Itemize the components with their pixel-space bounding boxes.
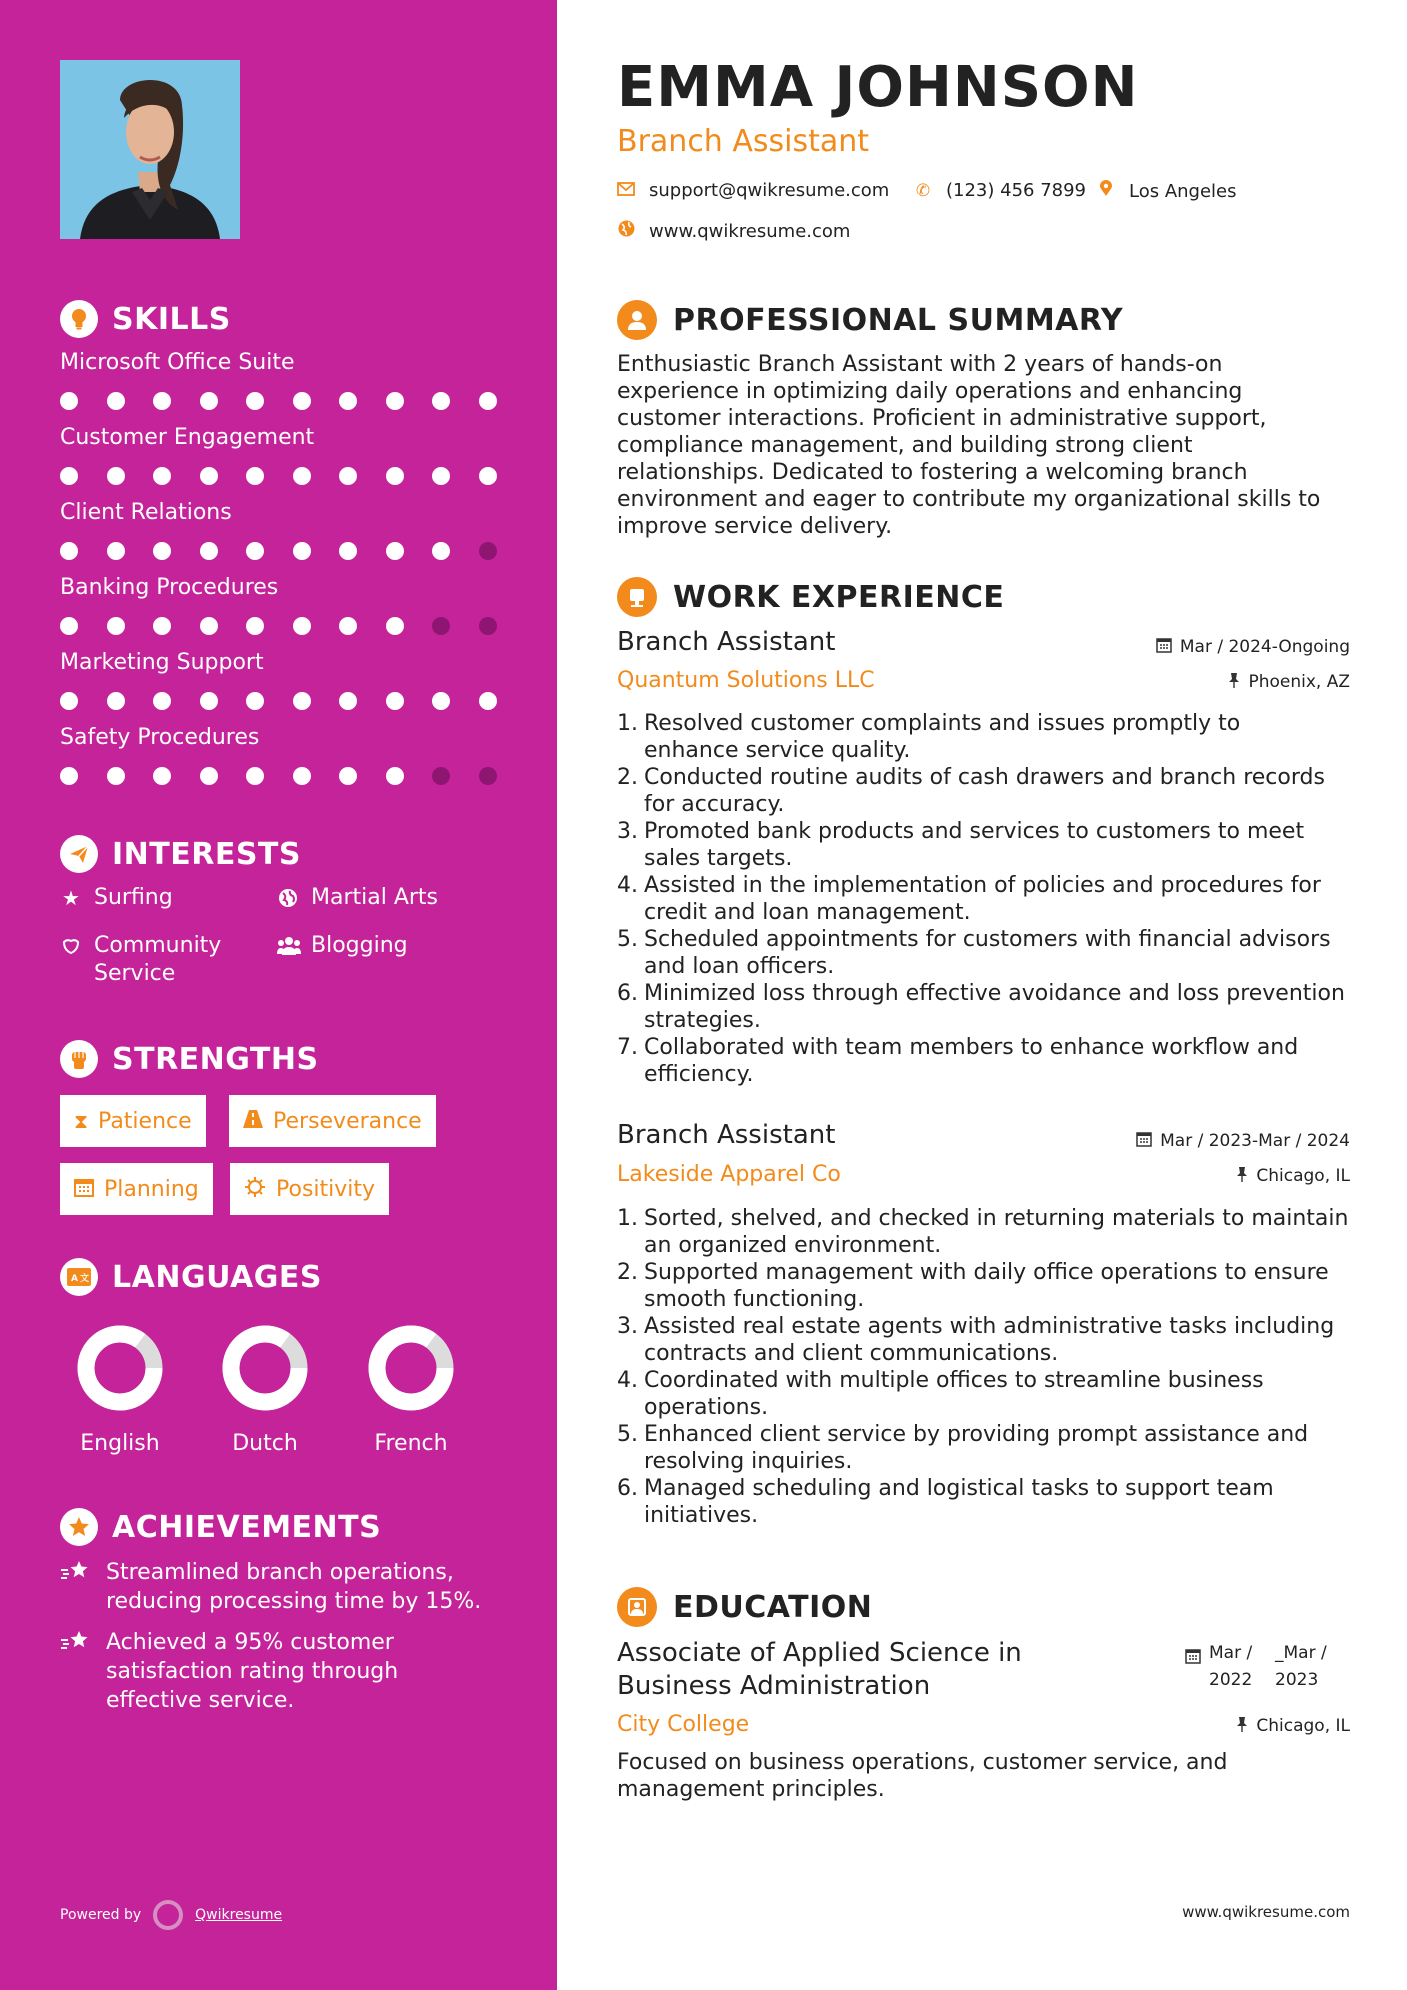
skill-dot-empty <box>479 767 497 785</box>
skill-dot-filled <box>60 617 78 635</box>
sun-icon <box>244 1176 266 1203</box>
skill-dot-filled <box>339 392 357 410</box>
experience-heading <box>617 577 1004 617</box>
skill-dot-filled <box>60 542 78 560</box>
job-bullet: 1. Sorted, shelved, and checked in returning materials to maintain an organized environment. <box>617 1206 1349 1258</box>
skill-rating <box>60 690 500 714</box>
job-bullet-text: Enhanced client service by providing prompt assistance and resolving inquiries. <box>644 1422 1309 1474</box>
achievement-item <box>60 1628 500 1715</box>
job-bullet-text: Resolved customer complaints and issues promptly to enhance service quality. <box>644 711 1241 763</box>
skill-dot-filled <box>200 692 218 710</box>
job-bullet: 3. Promoted bank products and services to customers to meet sales targets. <box>617 819 1305 871</box>
skill-dot-filled <box>386 467 404 485</box>
job-bullet: 4. Coordinated with multiple offices to streamline business operations. <box>617 1368 1264 1420</box>
skill-dot-filled <box>339 542 357 560</box>
user-icon <box>617 300 657 340</box>
language-proficiency-ring <box>368 1325 454 1411</box>
education-heading <box>617 1587 872 1627</box>
skill-dot-filled <box>60 692 78 710</box>
skill-dot-filled <box>107 542 125 560</box>
skill-dot-empty <box>479 542 497 560</box>
calendar-icon <box>1185 1646 1201 1694</box>
language-proficiency-ring <box>222 1325 308 1411</box>
education-start: Mar / 2022 <box>1209 1643 1253 1690</box>
contact-location <box>1097 180 1237 202</box>
star-badge-icon <box>60 1508 98 1546</box>
job-bullet-text: Minimized loss through effective avoidance and loss prevention strategies. <box>644 981 1345 1033</box>
languages-heading <box>60 1258 322 1296</box>
education-title: EDUCATION <box>673 1589 873 1625</box>
skill-dot-filled <box>293 767 311 785</box>
strength-label: Planning <box>104 1176 199 1202</box>
skill-name: Microsoft Office Suite <box>60 350 295 375</box>
skill-dot-filled <box>200 392 218 410</box>
calendar-icon <box>1136 1131 1152 1151</box>
skill-dot-filled <box>246 767 264 785</box>
interest-item <box>60 884 173 912</box>
skill-item <box>60 500 500 564</box>
job-bullet: 2. Conducted routine audits of cash drawers and branch records for accuracy. <box>617 765 1325 817</box>
skill-name: Customer Engagement <box>60 425 315 450</box>
skill-dot-filled <box>107 767 125 785</box>
skill-item <box>60 425 500 489</box>
job-bullets <box>617 710 1357 1088</box>
skill-dot-filled <box>293 617 311 635</box>
skill-dot-filled <box>60 392 78 410</box>
summary-title: PROFESSIONAL SUMMARY <box>673 302 1124 338</box>
skills-heading <box>60 300 231 338</box>
job-bullet-text: Managed scheduling and logistical tasks to support team initiatives. <box>644 1476 1274 1528</box>
interest-label: Surfing <box>94 885 173 910</box>
graduation-icon <box>617 1587 657 1627</box>
road-icon <box>243 1109 263 1133</box>
skill-rating <box>60 465 500 489</box>
job-bullet-text: Conducted routine audits of cash drawers and branch records for accuracy. <box>644 765 1325 817</box>
skill-dot-filled <box>246 392 264 410</box>
skill-dot-filled <box>293 692 311 710</box>
skill-dot-filled <box>339 467 357 485</box>
calendar-icon <box>74 1177 94 1202</box>
job-bullet-text: Assisted real estate agents with administrative tasks including contracts and client communications. <box>644 1314 1335 1366</box>
translate-icon <box>60 1258 98 1296</box>
location-text: Los Angeles <box>1129 180 1237 202</box>
summary-heading <box>617 300 1123 340</box>
svg-text:A: A <box>71 1274 78 1284</box>
skill-dot-filled <box>339 767 357 785</box>
strength-label: Patience <box>98 1108 192 1134</box>
qwikresume-link[interactable]: Qwikresume <box>195 1907 283 1923</box>
email-text[interactable]: support@qwikresume.com <box>649 180 890 201</box>
skill-item <box>60 650 500 714</box>
strength-chip <box>230 1163 389 1215</box>
skill-item <box>60 350 500 414</box>
skill-dot-filled <box>200 542 218 560</box>
skill-dot-filled <box>107 692 125 710</box>
language-item <box>50 1325 190 1456</box>
strength-label: Perseverance <box>273 1108 422 1134</box>
education-location-text: Chicago, IL <box>1256 1716 1350 1736</box>
phone-icon: ✆ <box>915 180 931 201</box>
skill-dot-filled <box>60 467 78 485</box>
education-description: Focused on business operations, customer service, and management principles. <box>617 1750 1228 1802</box>
job-bullet: 6. Managed scheduling and logistical tasks to support team initiatives. <box>617 1476 1274 1528</box>
language-name: French <box>374 1431 448 1456</box>
education-end: _Mar / 2023 <box>1275 1643 1327 1690</box>
strengths-heading <box>60 1040 319 1078</box>
job-bullet-text: Assisted in the implementation of policies and procedures for credit and loan management. <box>644 873 1321 925</box>
job-dates-text: Mar / 2023-Mar / 2024 <box>1160 1131 1350 1151</box>
skill-dot-filled <box>339 617 357 635</box>
skill-name: Marketing Support <box>60 650 264 675</box>
school-name: City College <box>617 1712 750 1737</box>
skill-dot-filled <box>386 542 404 560</box>
skill-item <box>60 575 500 639</box>
users-icon <box>277 932 299 963</box>
job-dates-text: Mar / 2024-Ongoing <box>1179 637 1350 657</box>
profile-photo <box>60 60 240 239</box>
skill-dot-filled <box>153 542 171 560</box>
job-company: Quantum Solutions LLC <box>617 668 875 693</box>
skill-dot-filled <box>107 392 125 410</box>
job-bullet: 6. Minimized loss through effective avoidance and loss prevention strategies. <box>617 981 1345 1033</box>
shooting-star-icon <box>60 1558 92 1616</box>
job-company: Lakeside Apparel Co <box>617 1162 841 1187</box>
skill-dot-filled <box>479 692 497 710</box>
candidate-name: EMMA JOHNSON <box>617 55 1139 120</box>
skill-rating <box>60 540 500 564</box>
job-location-text: Chicago, IL <box>1256 1166 1350 1186</box>
job-location <box>1236 1166 1350 1186</box>
education-location <box>1236 1716 1350 1736</box>
job-bullet-text: Collaborated with team members to enhance workflow and efficiency. <box>644 1035 1299 1087</box>
fist-icon <box>60 1040 98 1078</box>
pushpin-icon <box>1228 672 1240 692</box>
skill-dot-filled <box>246 467 264 485</box>
job-location-text: Phoenix, AZ <box>1248 672 1350 692</box>
job-location <box>1228 672 1350 692</box>
job-bullet: 2. Supported management with daily office operations to ensure smooth functioning. <box>617 1260 1329 1312</box>
skill-dot-filled <box>479 467 497 485</box>
skill-dot-empty <box>432 617 450 635</box>
language-name: English <box>80 1431 160 1456</box>
interest-label: Martial Arts <box>311 885 439 910</box>
skill-dot-filled <box>153 767 171 785</box>
skill-item <box>60 725 500 789</box>
achievement-text: Achieved a 95% customer satisfaction rating through effective service. <box>106 1630 399 1713</box>
job-bullet: 1. Resolved customer complaints and issues promptly to enhance service quality. <box>617 711 1241 763</box>
skill-rating <box>60 765 500 789</box>
job-dates <box>1136 1131 1350 1151</box>
job-bullet-text: Promoted bank products and services to customers to meet sales targets. <box>644 819 1305 871</box>
strength-chip <box>60 1163 213 1215</box>
map-pin-icon <box>1097 180 1115 202</box>
interests-title: INTERESTS <box>112 836 301 872</box>
skill-dot-filled <box>246 692 264 710</box>
shooting-star-icon <box>60 1628 92 1715</box>
job-title: Branch Assistant <box>617 1120 836 1150</box>
language-item <box>341 1325 481 1456</box>
skill-dot-filled <box>200 467 218 485</box>
globe-icon <box>277 884 299 915</box>
skill-name: Client Relations <box>60 500 232 525</box>
skill-dot-filled <box>386 617 404 635</box>
languages-title: LANGUAGES <box>112 1259 322 1295</box>
job-bullet-text: Supported management with daily office operations to ensure smooth functioning. <box>644 1260 1329 1312</box>
svg-text:文: 文 <box>80 1274 90 1284</box>
strengths-title: STRENGTHS <box>112 1041 319 1077</box>
job-bullet-text: Scheduled appointments for customers with financial advisors and loan officers. <box>644 927 1331 979</box>
footer-url[interactable]: www.qwikresume.com <box>1182 1903 1350 1921</box>
website-text[interactable]: www.qwikresume.com <box>649 220 851 242</box>
skill-dot-filled <box>293 392 311 410</box>
job-bullet: 5. Enhanced client service by providing prompt assistance and resolving inquiries. <box>617 1422 1309 1474</box>
degree-title: Associate of Applied Science in Business Administration <box>617 1638 1022 1701</box>
skill-dot-filled <box>432 692 450 710</box>
experience-title: WORK EXPERIENCE <box>673 579 1005 615</box>
education-dates <box>1185 1640 1327 1694</box>
pushpin-icon <box>1236 1716 1248 1736</box>
skill-dot-filled <box>153 392 171 410</box>
achievement-item <box>60 1558 500 1616</box>
skill-dot-empty <box>432 767 450 785</box>
lightbulb-icon <box>60 300 98 338</box>
skill-rating <box>60 390 500 414</box>
skill-dot-filled <box>339 692 357 710</box>
skill-dot-filled <box>386 392 404 410</box>
skill-dot-filled <box>60 767 78 785</box>
skill-rating <box>60 615 500 639</box>
briefcase-icon <box>617 577 657 617</box>
language-proficiency-ring <box>77 1325 163 1411</box>
achievements-title: ACHIEVEMENTS <box>112 1509 382 1545</box>
contact-email <box>617 180 889 201</box>
skill-dot-filled <box>293 542 311 560</box>
skill-dot-filled <box>386 767 404 785</box>
skill-dot-empty <box>479 617 497 635</box>
skill-dot-filled <box>200 617 218 635</box>
skill-dot-filled <box>432 392 450 410</box>
skill-dot-filled <box>246 617 264 635</box>
hourglass-icon: ⧗ <box>74 1109 89 1133</box>
job-bullet: 5. Scheduled appointments for customers with financial advisors and loan officers. <box>617 927 1331 979</box>
envelope-icon <box>617 181 635 201</box>
job-title: Branch Assistant <box>617 627 836 657</box>
achievement-text: Streamlined branch operations, reducing processing time by 15%. <box>106 1560 482 1614</box>
skill-dot-filled <box>153 467 171 485</box>
interest-item <box>60 932 221 988</box>
job-bullet-text: Sorted, shelved, and checked in returning materials to maintain an organized environment. <box>644 1206 1349 1258</box>
star-icon: ★ <box>62 886 80 910</box>
paper-plane-icon <box>60 835 98 873</box>
job-bullet-text: Coordinated with multiple offices to streamline business operations. <box>644 1368 1264 1420</box>
job-bullets <box>617 1205 1357 1529</box>
phone-text[interactable]: (123) 456 7899 <box>946 180 1087 201</box>
contact-website <box>617 220 850 242</box>
candidate-role: Branch Assistant <box>617 124 870 159</box>
summary-text: Enthusiastic Branch Assistant with 2 years of hands-on experience in optimizing daily operations and enhancing customer interactions. Proficient in administrative support, compliance management, and building strong client relationships. Dedicated to fostering a welcoming branch environment and eager to contribute my organizational skills to improve service delivery. <box>617 352 1321 539</box>
skill-dot-filled <box>293 467 311 485</box>
skill-dot-filled <box>200 767 218 785</box>
skill-dot-filled <box>386 692 404 710</box>
language-item <box>195 1325 335 1456</box>
achievements-heading <box>60 1508 381 1546</box>
strength-chip <box>229 1095 436 1147</box>
pushpin-icon <box>1236 1166 1248 1186</box>
job-bullet: 7. Collaborated with team members to enhance workflow and efficiency. <box>617 1035 1299 1087</box>
powered-by <box>60 1900 282 1930</box>
main-content <box>557 0 1407 1990</box>
interest-label: Community Service <box>94 933 222 986</box>
job-bullet: 3. Assisted real estate agents with administrative tasks including contracts and client communications. <box>617 1314 1335 1366</box>
skill-dot-filled <box>153 617 171 635</box>
sidebar <box>0 0 557 1990</box>
language-name: Dutch <box>232 1431 298 1456</box>
hands-icon <box>60 932 82 988</box>
skill-name: Safety Procedures <box>60 725 260 750</box>
globe-icon <box>617 220 635 242</box>
skill-dot-filled <box>432 542 450 560</box>
contact-phone <box>914 180 1086 201</box>
skill-dot-filled <box>107 617 125 635</box>
skill-dot-filled <box>107 467 125 485</box>
interests-heading <box>60 835 301 873</box>
qwikresume-logo-icon <box>153 1900 183 1930</box>
strength-chip <box>60 1095 206 1147</box>
skill-dot-filled <box>153 692 171 710</box>
powered-by-label: Powered by <box>60 1907 142 1923</box>
skill-dot-filled <box>432 467 450 485</box>
skill-name: Banking Procedures <box>60 575 279 600</box>
calendar-icon <box>1156 637 1172 657</box>
interest-label: Blogging <box>311 933 408 958</box>
skill-dot-filled <box>246 542 264 560</box>
job-dates <box>1156 637 1350 657</box>
interest-item <box>277 932 408 963</box>
interest-item <box>277 884 438 915</box>
skill-dot-filled <box>479 392 497 410</box>
job-bullet: 4. Assisted in the implementation of policies and procedures for credit and loan management. <box>617 873 1321 925</box>
skills-title: SKILLS <box>112 301 231 337</box>
strength-label: Positivity <box>276 1176 376 1202</box>
